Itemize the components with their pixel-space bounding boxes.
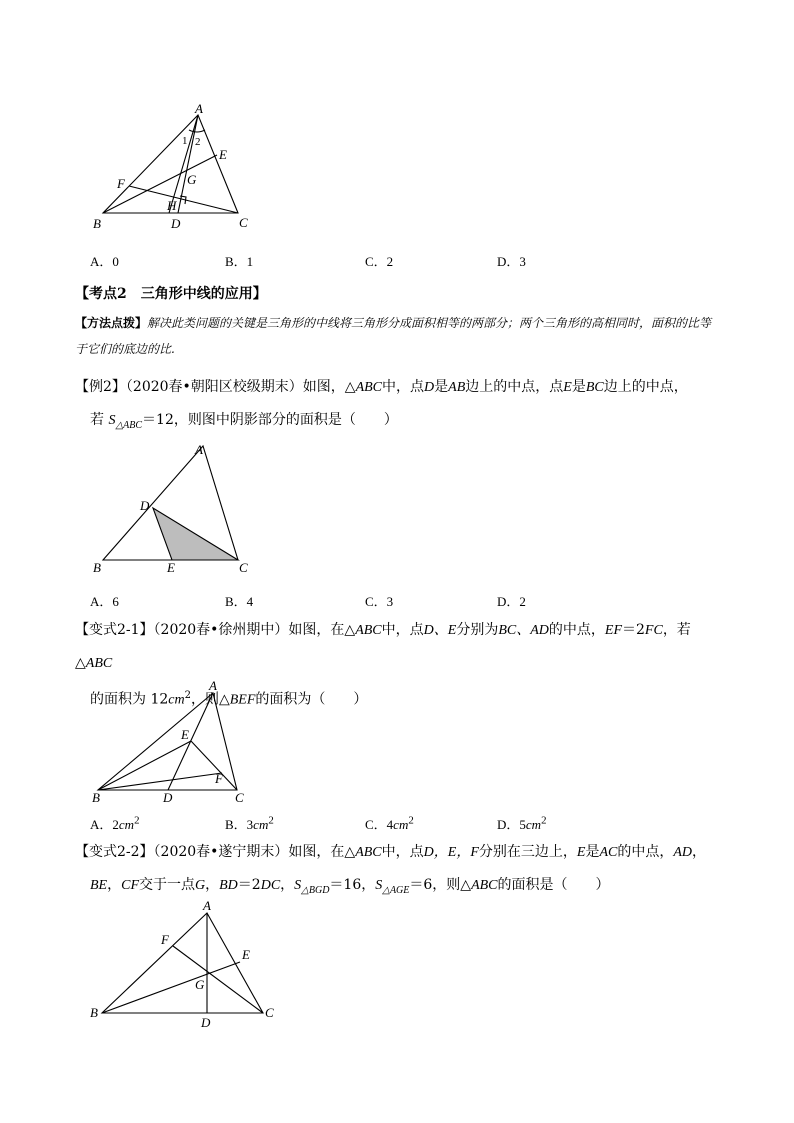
option-c[interactable]: C．$4cm^2$	[365, 814, 414, 832]
figure-triangle-shaded	[85, 440, 265, 580]
fig1-angle-2: 2	[195, 136, 201, 148]
fig3-label-a: A	[209, 678, 217, 693]
fig1-label-b: B	[93, 216, 101, 231]
figure-triangle-cevians	[85, 895, 285, 1035]
fig4-label-b: B	[90, 1005, 98, 1020]
variant-2-1-question: 【变式2-1】（2020春•徐州期中）如图，在△ABC中，点D、E分别为BC、AD的中点，EF＝2FC，若△ABC 的面积为 $12cm^2$，则△BEF的面积为（ ）	[75, 622, 691, 708]
fig2-label-d: D	[140, 498, 150, 513]
fig1-label-f: F	[117, 176, 125, 191]
fig2-label-c: C	[239, 560, 248, 575]
fig4-label-d: D	[201, 1015, 211, 1030]
fig4-label-c: C	[265, 1005, 274, 1020]
figure-triangle-bef	[85, 675, 265, 810]
fig3-label-f: F	[215, 771, 223, 786]
option-d[interactable]: D．3	[497, 254, 526, 269]
option-a[interactable]: A．0	[90, 254, 119, 269]
fig2-label-e: E	[167, 560, 175, 575]
variant-2-2-question: 【变式2-2】（2020春•遂宁期末）如图，在△ABC中，点D，E，F分别在三边上，E是AC的中点，AD， BE，CF交于一点G，BD＝2DC，$S_{\triangle BGD}=16$，$S_{\triangle AGE}=6$，则△ABC的面积是（ ）	[75, 844, 706, 896]
fig4-label-f: F	[161, 932, 169, 947]
option-a[interactable]: A．6	[90, 594, 119, 609]
fig3-label-c: C	[235, 790, 244, 805]
fig1-label-g: G	[187, 172, 197, 187]
fig3-label-d: D	[163, 790, 173, 805]
fig4-label-g: G	[195, 977, 205, 992]
option-c[interactable]: C．2	[365, 254, 394, 269]
fig4-label-a: A	[203, 898, 211, 913]
fig1-label-e: E	[219, 147, 227, 162]
method-text: 解决此类问题的关键是三角形的中线将三角形分成面积相等的两部分；两个三角形的高相同时，面积的比等于它们的底边的比.	[75, 316, 712, 356]
example-2-question: 【例2】（2020春•朝阳区校级期末）如图，△ABC中，点D是AB边上的中点，点E是BC边上的中点， 若 $S_{\triangle ABC}=12$，则图中阴影部分的面积是（ ）	[75, 379, 688, 431]
fig4-label-e: E	[242, 947, 250, 962]
fig2-label-b: B	[93, 560, 101, 575]
fig1-label-h: H	[167, 198, 177, 213]
option-b[interactable]: B．4	[225, 594, 254, 609]
option-c[interactable]: C．3	[365, 594, 394, 609]
fig1-label-c: C	[239, 215, 248, 230]
figure-triangle-abc-angle-bisector	[85, 100, 265, 235]
fig1-angle-1: 1	[182, 135, 188, 147]
fig1-label-a: A	[195, 101, 203, 116]
option-b[interactable]: B．$3cm^2$	[225, 814, 274, 832]
method-note	[75, 310, 715, 362]
fig1-label-d: D	[171, 216, 181, 231]
option-d[interactable]: D．2	[497, 594, 526, 609]
section-heading: 【考点2 三角形中线的应用】	[75, 286, 267, 302]
fig3-label-e: E	[181, 727, 189, 742]
option-d[interactable]: D．$5cm^2$	[497, 814, 547, 832]
option-b[interactable]: B．1	[225, 254, 254, 269]
method-tag: 【方法点拨】	[75, 316, 148, 330]
fig2-label-a: A	[195, 442, 203, 457]
option-a[interactable]: A．$2cm^2$	[90, 814, 140, 832]
fig3-label-b: B	[92, 790, 100, 805]
